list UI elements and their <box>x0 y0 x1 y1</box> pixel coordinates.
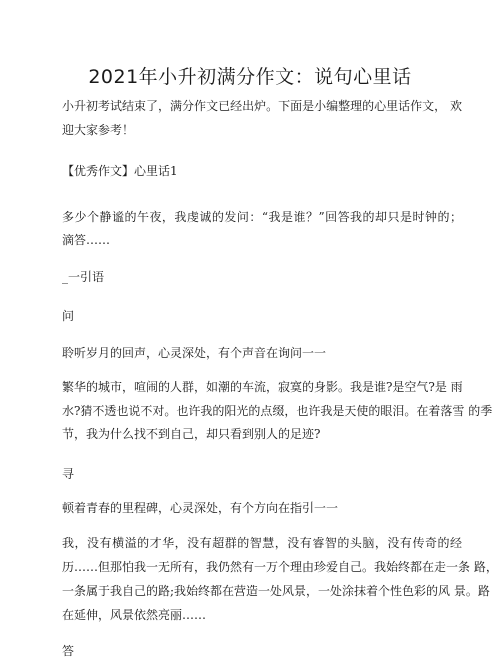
paragraph-5-line-2-text: 历……但那怕我一无所有，我仍然有一万个理由珍爱自己。我始终都在走一条 路， <box>62 560 498 574</box>
paragraph-5-line-4: 在延伸，风景依然亮丽…… <box>62 608 207 622</box>
paragraph-3-line-1-text: 繁华的城市，喧闹的人群，如潮的车流，寂寞的身影。我是谁?是空气?是 雨 <box>62 380 463 394</box>
paragraph-5-line-1-text: 我，没有横溢的才华，没有超群的智慧，没有睿智的头脑，没有传奇的经 <box>62 536 462 550</box>
paragraph-3-line-2-text: 水?猜不透也说不对。也许我的阳光的点缀，也许我是天使的眼泪。在着落雪 的季 <box>62 404 493 418</box>
paragraph-1-line-1-text: 多少个静谧的午夜，我虔诚的发问：“我是谁？”回答我的却只是时钟的； <box>62 210 462 224</box>
label-answer: 答 <box>62 644 75 658</box>
page-title: 2021年小升初满分作文：说句心里话 <box>88 66 412 88</box>
paragraph-3-line-3: 节，我为什么找不到自己，却只看到别人的足迹? <box>62 427 321 441</box>
paragraph-5-line-3 <box>62 580 490 602</box>
paragraph-3-line-2 <box>62 400 493 422</box>
label-ask: 问 <box>62 309 75 323</box>
paragraph-5-line-1 <box>62 532 462 554</box>
paragraph-5-line-2 <box>62 556 498 578</box>
intro-line-1 <box>62 95 462 117</box>
paragraph-4: 顿着青春的里程碑，心灵深处，有个方向在指引一一 <box>62 501 339 515</box>
paragraph-5-line-3-text: 一条属于我自己的路;我始终都在营造一处风景，一处涂抹着个性色彩的风 景。路 <box>62 584 490 598</box>
paragraph-2: 聆听岁月的回声，心灵深处，有个声音在询问一一 <box>62 346 327 360</box>
paragraph-1-line-2: 滴答…… <box>62 233 111 247</box>
section-heading: 【优秀作文】心里话1 <box>62 164 178 178</box>
quote-label: _一引语 <box>62 270 105 284</box>
paragraph-1-line-1 <box>62 206 462 228</box>
label-seek: 寻 <box>62 467 75 481</box>
intro-line-1-text: 小升初考试结束了，满分作文已经出炉。下面是小编整理的心里话作文， 欢 <box>62 99 462 113</box>
paragraph-3-line-1 <box>62 376 462 398</box>
intro-line-2: 迎大家参考！ <box>62 123 135 137</box>
